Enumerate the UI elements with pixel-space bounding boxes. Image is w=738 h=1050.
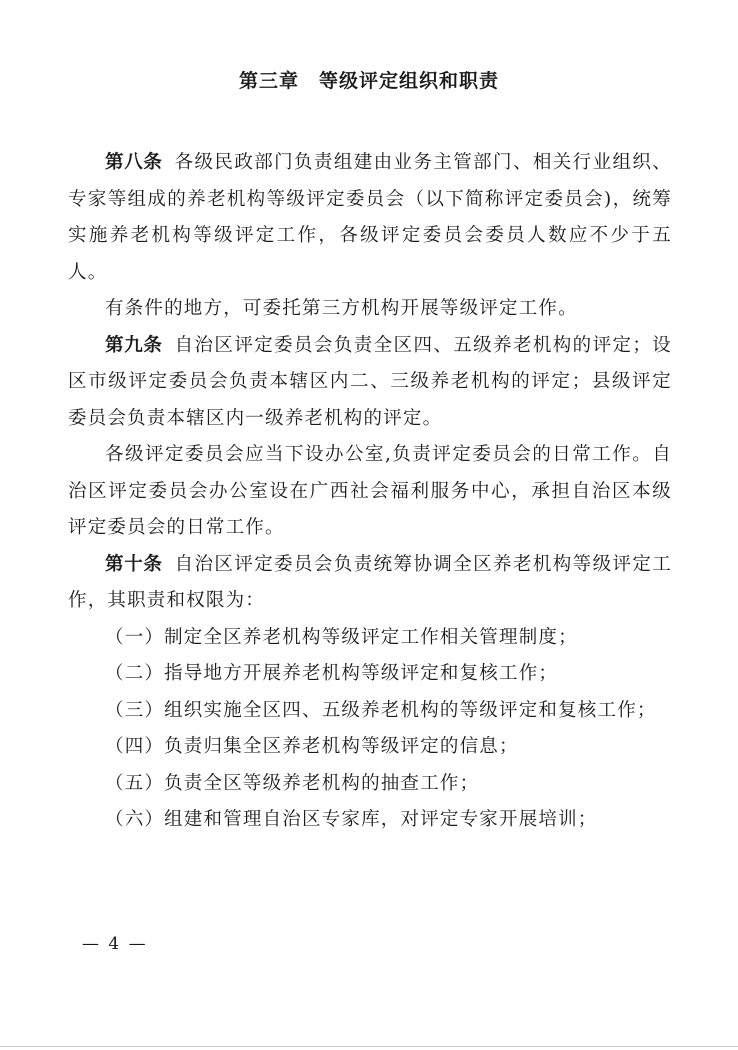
list-item: （六）组建和管理自治区专家库，对评定专家开展培训； xyxy=(105,809,598,830)
article-9-text: 自治区评定委员会负责全区四、五级养老机构的评定；设区市级评定委员会负责本辖区内二、三级养老机构的评定；县级评定委员会负责本辖区内一级养老机构的评定。 xyxy=(68,334,672,429)
list-item: （五）负责全区等级养老机构的抽查工作； xyxy=(105,772,480,794)
article-8-paragraph-2: 有条件的地方，可委托第三方机构开展等级评定工作。 xyxy=(105,298,578,319)
article-9-paragraph-2: 各级评定委员会应当下设办公室,负责评定委员会的日常工作。自治区评定委员会办公室设在广西社会福利服务中心，承担自治区本级评定委员会的日常工作。 xyxy=(68,444,672,538)
page-number: — 4 — xyxy=(82,934,148,954)
list-item: （四）负责归集全区养老机构等级评定的信息； xyxy=(105,736,519,757)
article-9-paragraph xyxy=(68,328,672,438)
chapter-title: 第三章 等级评定组织和职责 xyxy=(238,70,499,92)
document-body xyxy=(68,145,672,839)
list-item: （二）指导地方开展养老机构等级评定和复核工作； xyxy=(105,663,559,684)
article-8-label: 第八条 xyxy=(105,152,163,173)
article-10-label: 第十条 xyxy=(105,553,163,575)
article-8-paragraph xyxy=(68,145,672,291)
page-edge-divider xyxy=(0,1046,738,1047)
article-10-paragraph xyxy=(68,547,672,620)
article-10-text: 自治区评定委员会负责统筹协调全区养老机构等级评定工作，其职责和权限为： xyxy=(68,553,672,611)
article-9-label: 第九条 xyxy=(105,334,163,356)
list-item: （一）制定全区养老机构等级评定工作相关管理制度； xyxy=(105,626,578,648)
list-item: （三）组织实施全区四、五级养老机构的等级评定和复核工作； xyxy=(105,699,657,721)
article-8-text: 各级民政部门负责组建由业务主管部门、相关行业组织、专家等组成的养老机构等级评定委员会（以下简称评定委员会)，统筹实施养老机构等级评定工作，各级评定委员会委员人数应不少于五人。 xyxy=(68,152,672,283)
